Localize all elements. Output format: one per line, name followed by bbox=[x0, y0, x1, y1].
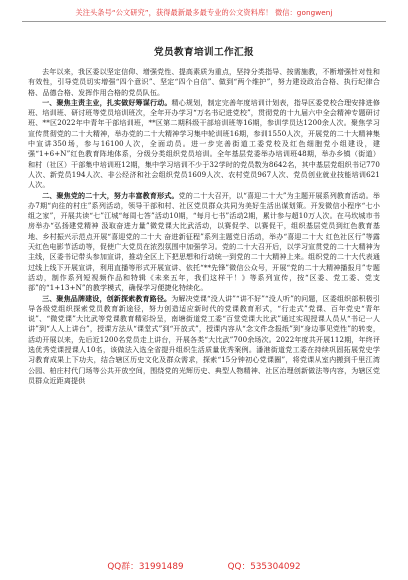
section-heading-1: 一、聚焦主责主业，扎实做好筹谋行动。 bbox=[42, 97, 172, 107]
footer-qq-group: QQ群：31991489 bbox=[107, 562, 184, 572]
section-body-3: 为解决党课“没人讲”“讲不好”“没人听”的问题，区委组织部积极引导各级党组织探索党员教育新途径，努力创造适应新时代的党课教育形式，“行走式”党课、百年党史“青年说”、“微党课”大比武等党课教育精彩纷呈，南塘街道党工委“百堂党课大比武”通过实现授课人员从“书记一人讲”到“人人上讲台”，授课方法从“课堂式”到“开放式”，授课内容从“念文件念报纸”到“身边事见党性”的转变，活动开展以来，先后近1200名党员走上讲台，开展各类“大比武”700余场次。2022年度共开展112期，年终评选优秀党课授课人10名，该做法入选全省提升组织生活质量优秀案例。潘港街道党工委在持续巩固拓展党史学习教育成果上下功夫，结合辖区历史文化及群众需求，探索“15分钟初心党课圈”，将党课从室内搬到千里江湾公园、柏庄村代门场等公共开放空间，围绕党的光辉历史、典型人物精神、社区治理创新做法等内容，为辖区党员群众近距离提供 bbox=[28, 293, 380, 385]
document-title: 党员教育培训工作汇报 bbox=[154, 47, 254, 58]
section-body-1: 精心规划，制定完善年度培训计划表，指导区委党校合理安排进修班、培训班、研讨班等党员培训班次，全年开办学习“万名书记进党校”，贯彻党的十九届六中全会精神专题研讨班、**区2022年中青年干部培训班，**区第二期科级干部培训班等16期，参训学员达1200余人次。聚焦学习宣传贯彻党的二十大精神，举办党的二十大精神学习集中轮训班16期，参训1550人次，开展党的二十大精神集中宣讲350场，参与16100人次，全面动员。进一步完善街道工委党校及红色细胞党小组建设，建强“1+6+N”红色教育阵地体系，分级分类组织党员培训。全年基层党委举办培训班48期，举办乡镇（街道）和村（社区）干部集中培训班12期，集中学习培训不少于32学时的党员数为8642名，其中基层党组织书记770人次、新党员194人次、非公经济和社会组织党员1609人次、农村党员967人次、党员创业就业技能培训621人次。 bbox=[28, 97, 380, 190]
header-banner: 关注头条号“公文研究”，获得最新最多最专业的公文资料库！ 微信：gongwenj bbox=[75, 8, 333, 17]
intro-paragraph: 去年以来，我区委以坚定信仰、增强党性、提高素质为重点，坚持分类指导、按需施教，不断增强针对性和有效性，引导党员切实增强“四个意识”、坚定“四个自信”、做到“两个维护”，努力建设政治合格、执行纪律合格、品德合格、发挥作用合格的党员队伍。 bbox=[28, 67, 380, 97]
footer-qq-number: QQ：535304092 bbox=[227, 562, 301, 572]
header-divider bbox=[22, 21, 386, 22]
section-body-2: 党的二十大召开，以“喜迎二十大”为主题开展系列教育活动。举办7期“向往的村庄”系列活动，领导干部和村、社区党员群众共同为美好生活出谋划策。开发微信小程序“七小组之家”，开展共读“七”江城“每周七答”活动10期，“每月七书”活动2期，累计参与超10万人次。在马坎城市书房举办“弘扬建党精神 汲取奋进力量”微党课大比武活动，以赛促学、以赛促干，组织基层党员到红色教育基地、乡村振兴示范点开展“喜迎党的二十大 奋进新征程”系列主题党日活动，举办“喜迎二十大 红色社区行”等露天红色电影节活动等，促使广大党员在浓烈氛围中加强学习。党的二十大召开后，以学习宣贯党的二十大精神为主线，区委书记带头参加宣讲，推动全区上下把思想和行动统一到党的二十大精神上来。组织党的二十大代表通过线上线下开展宣讲，利用直播等形式开展宣讲、依托“**先锋”微信公众号，开展“党的二十大精神播报月”专题活动，制作系列短视频作品和特辑《未来五年，我们这样干！》等系列宣传，按“区委、党工委、党支部”的“1+13+N”的教学模式，确保学习便捷化特续化。 bbox=[28, 190, 380, 293]
document-page bbox=[28, 31, 380, 554]
section-heading-3: 三、聚焦品牌建设，创新探索教育路径。 bbox=[42, 293, 172, 303]
section-paragraph-1 bbox=[28, 98, 380, 191]
section-paragraph-3 bbox=[28, 294, 380, 387]
section-heading-2: 二、聚焦党的二十大，努力丰富教育形式。 bbox=[42, 190, 179, 200]
footer-contact bbox=[0, 559, 408, 572]
section-paragraph-2 bbox=[28, 191, 380, 294]
